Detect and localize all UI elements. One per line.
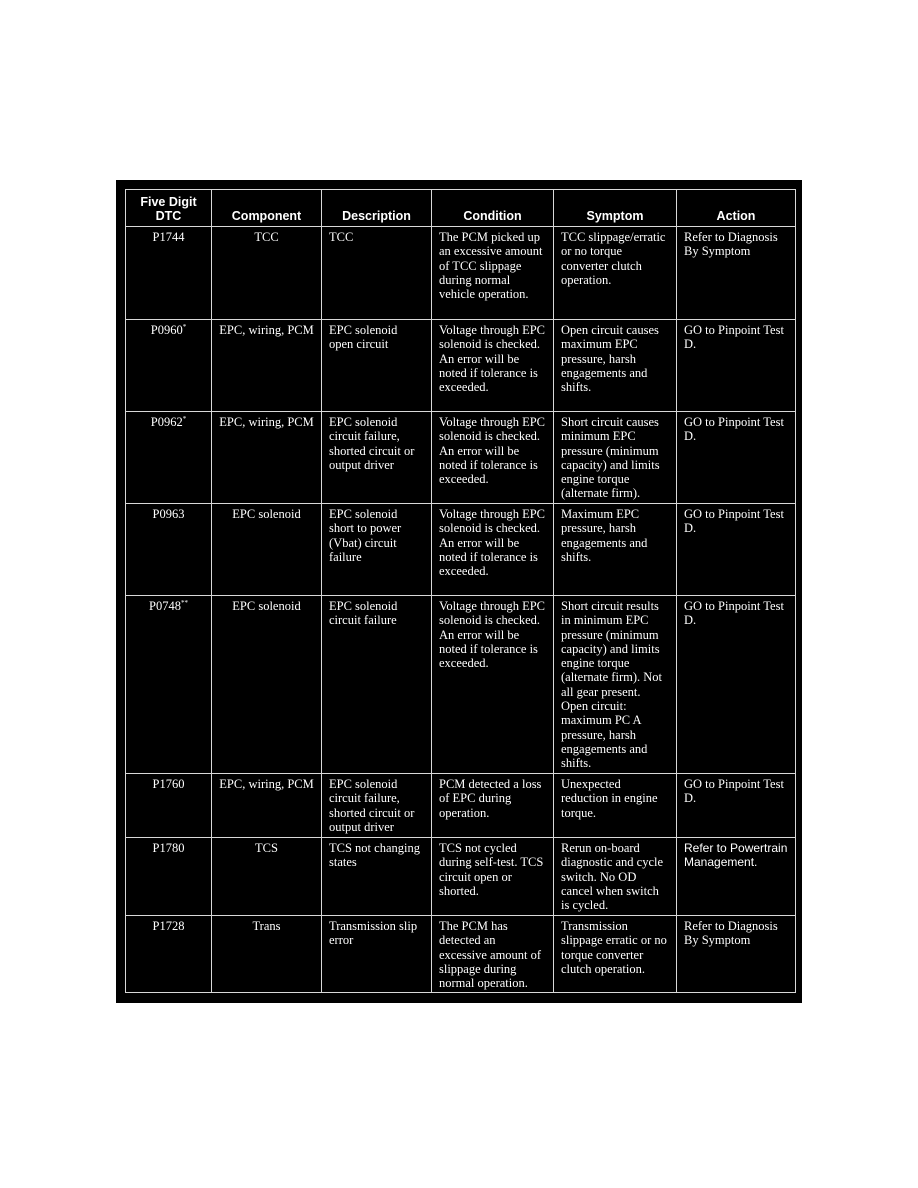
- condition-cell: Voltage through EPC solenoid is checked. An error will be noted if tolerance is exceeded.: [432, 320, 554, 412]
- dtc-code: P1728: [152, 919, 185, 933]
- description-cell: TCS not changing states: [322, 838, 432, 916]
- action-cell: GO to Pinpoint Test D.: [677, 412, 796, 504]
- description-cell: EPC solenoid circuit failure, shorted circuit or output driver: [322, 412, 432, 504]
- description-cell: EPC solenoid circuit failure: [322, 596, 432, 774]
- symptom-cell: Maximum EPC pressure, harsh engagements and shifts.: [554, 504, 677, 596]
- header-component: Component: [212, 190, 322, 227]
- header-condition: Condition: [432, 190, 554, 227]
- component-cell: EPC, wiring, PCM: [212, 412, 322, 504]
- description-cell: Transmission slip error: [322, 916, 432, 993]
- table-row: [126, 227, 796, 320]
- dtc-table: [125, 189, 796, 993]
- component-cell: TCC: [212, 227, 322, 320]
- condition-cell: The PCM has detected an excessive amount of slippage during normal operation.: [432, 916, 554, 993]
- header-dtc: Five Digit DTC: [126, 190, 212, 227]
- description-cell: EPC solenoid open circuit: [322, 320, 432, 412]
- action-cell: GO to Pinpoint Test D.: [677, 774, 796, 838]
- condition-cell: The PCM picked up an excessive amount of TCC slippage during normal vehicle operation.: [432, 227, 554, 320]
- component-cell: EPC solenoid: [212, 596, 322, 774]
- dtc-code: P0962: [150, 415, 183, 429]
- description-cell: TCC: [322, 227, 432, 320]
- symptom-cell: Short circuit causes minimum EPC pressure (minimum capacity) and limits engine torque (alternate firm).: [554, 412, 677, 504]
- dtc-code-cell: [126, 916, 212, 993]
- description-cell: EPC solenoid circuit failure, shorted circuit or output driver: [322, 774, 432, 838]
- table-row: [126, 504, 796, 596]
- condition-cell: PCM detected a loss of EPC during operation.: [432, 774, 554, 838]
- condition-cell: Voltage through EPC solenoid is checked. An error will be noted if tolerance is exceeded.: [432, 596, 554, 774]
- description-cell: EPC solenoid short to power (Vbat) circuit failure: [322, 504, 432, 596]
- header-action: Action: [677, 190, 796, 227]
- table-row: [126, 774, 796, 838]
- symptom-cell: TCC slippage/erratic or no torque converter clutch operation.: [554, 227, 677, 320]
- symptom-cell: Open circuit causes maximum EPC pressure, harsh engagements and shifts.: [554, 320, 677, 412]
- dtc-code: P0960: [150, 323, 183, 337]
- dtc-code-cell: [126, 320, 212, 412]
- action-cell: Refer to Diagnosis By Symptom: [677, 916, 796, 993]
- action-cell: Refer to Diagnosis By Symptom: [677, 227, 796, 320]
- component-cell: EPC, wiring, PCM: [212, 774, 322, 838]
- action-cell: GO to Pinpoint Test D.: [677, 596, 796, 774]
- dtc-code-cell: [126, 227, 212, 320]
- dtc-code-footnote-mark: **: [180, 599, 188, 607]
- condition-cell: Voltage through EPC solenoid is checked. An error will be noted if tolerance is exceeded.: [432, 412, 554, 504]
- condition-cell: TCS not cycled during self-test. TCS circuit open or shorted.: [432, 838, 554, 916]
- dtc-code-footnote-mark: *: [182, 415, 187, 423]
- component-cell: Trans: [212, 916, 322, 993]
- table-row: [126, 320, 796, 412]
- dtc-code: P0748: [149, 599, 181, 613]
- dtc-code: P1780: [152, 841, 185, 855]
- symptom-cell: Rerun on-board diagnostic and cycle switch. No OD cancel when switch is cycled.: [554, 838, 677, 916]
- header-description: Description: [322, 190, 432, 227]
- dtc-code-cell: [126, 412, 212, 504]
- action-cell: Refer to Powertrain Management.: [677, 838, 796, 916]
- table-row: [126, 412, 796, 504]
- action-cell: GO to Pinpoint Test D.: [677, 320, 796, 412]
- header-symptom: Symptom: [554, 190, 677, 227]
- component-cell: EPC solenoid: [212, 504, 322, 596]
- component-cell: EPC, wiring, PCM: [212, 320, 322, 412]
- table-row: [126, 596, 796, 774]
- dtc-code-cell: [126, 596, 212, 774]
- component-cell: TCS: [212, 838, 322, 916]
- symptom-cell: Short circuit results in minimum EPC pressure (minimum capacity) and limits engine torque (alternate firm). Not all gear present. Open circuit: maximum PC A pressure, harsh engagements and shifts.: [554, 596, 677, 774]
- table-row: [126, 916, 796, 993]
- dtc-code: P1744: [152, 230, 185, 244]
- table-row: [126, 838, 796, 916]
- dtc-code-cell: [126, 504, 212, 596]
- dtc-table-panel: [116, 180, 802, 1003]
- dtc-code: P0963: [152, 507, 185, 521]
- action-cell: GO to Pinpoint Test D.: [677, 504, 796, 596]
- header-row: [126, 190, 796, 227]
- dtc-code-footnote-mark: *: [182, 323, 187, 331]
- dtc-code-cell: [126, 774, 212, 838]
- symptom-cell: Unexpected reduction in engine torque.: [554, 774, 677, 838]
- dtc-code: P1760: [152, 777, 185, 791]
- symptom-cell: Transmission slippage erratic or no torque converter clutch operation.: [554, 916, 677, 993]
- condition-cell: Voltage through EPC solenoid is checked. An error will be noted if tolerance is exceeded.: [432, 504, 554, 596]
- dtc-code-cell: [126, 838, 212, 916]
